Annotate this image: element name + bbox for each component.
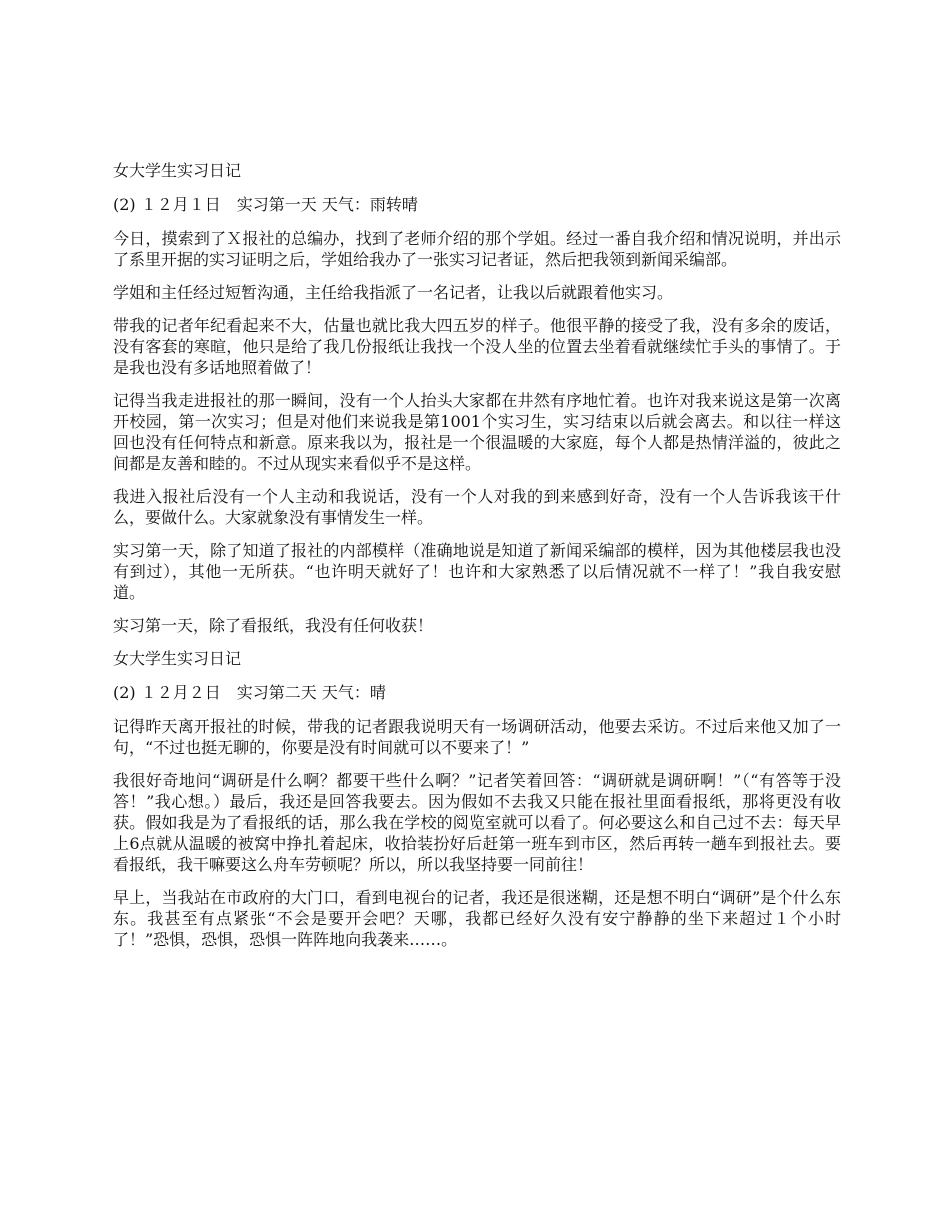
paragraph: 实习第一天，除了知道了报社的内部模样（准确地说是知道了新闻采编部的模样，因为其他楼层我也没有到过），其他一无所获。“也许明天就好了！也许和大家熟悉了以后情况就不一样了！”我自我安慰道。	[113, 541, 841, 602]
paragraph: 学姐和主任经过短暂沟通，主任给我指派了一名记者，让我以后就跟着他实习。	[113, 283, 674, 302]
paragraph: 今日，摸索到了Ｘ报社的总编办，找到了老师介绍的那个学姐。经过一番自我介绍和情况说明，并出示了系里开据的实习证明之后，学姐给我办了一张实习记者证，然后把我领到新闻采编部。	[113, 229, 841, 269]
paragraph: 带我的记者年纪看起来不大，估量也就比我大四五岁的样子。他很平静的接受了我，没有多余的废话，没有客套的寒暄，他只是给了我几份报纸让我找一个没人坐的位置去坐着看就继续忙手头的事情了。于是我也没有多话地照着做了！	[113, 316, 841, 377]
diary-title: 女大学生实习日记	[113, 161, 242, 180]
paragraph: 早上，当我站在市政府的大门口，看到电视台的记者，我还是很迷糊，还是想不明白“调研”是个什么东东。我甚至有点紧张“不会是要开会吧？天哪，我都已经好久没有安宁静静的坐下来超过１个小时了！”恐惧，恐惧，恐惧一阵阵地向我袭来……。	[113, 888, 841, 949]
document-body	[113, 160, 841, 962]
diary-title: 女大学生实习日记	[113, 649, 242, 668]
paragraph: 我进入报社后没有一个人主动和我说话，没有一个人对我的到来感到好奇，没有一个人告诉我该干什么，要做什么。大家就象没有事情发生一样。	[113, 487, 841, 527]
paragraph: 记得当我走进报社的那一瞬间，没有一个人抬头大家都在井然有序地忙着。也许对我来说这是第一次离开校园，第一次实习；但是对他们来说我是第1001个实习生，实习结束以后就会离去。和以往一样这回也没有任何特点和新意。原来我以为，报社是一个很温暖的大家庭，每个人都是热情洋溢的，彼此之间都是友善和睦的。不过从现实来看似乎不是这样。	[113, 391, 841, 473]
paragraph: 实习第一天，除了看报纸，我没有任何收获！	[113, 616, 434, 635]
paragraph: 我很好奇地问“调研是什么啊？都要干些什么啊？”记者笑着回答：“调研就是调研啊！”（“有答等于没答！”我心想。）最后，我还是回答我要去。因为假如不去我又只能在报社里面看报纸，那将更没有收获。假如我是为了看报纸的话，那么我在学校的阅览室就可以看了。何必要这么和自己过不去：每天早上6点就从温暖的被窝中挣扎着起床，收拾装扮好后赶第一班车到市区，然后再转一趟车到报社去。要看报纸，我干嘛要这么舟车劳顿呢？所以，所以我坚持要一同前往！	[113, 771, 841, 874]
diary-date-line: (2) １２月２日 实习第二天 天气：晴	[113, 683, 386, 702]
paragraph: 记得昨天离开报社的时候，带我的记者跟我说明天有一场调研活动，他要去采访。不过后来他又加了一句，“不过也挺无聊的，你要是没有时间就可以不要来了！”	[113, 717, 841, 757]
diary-date-line: (2) １２月１日 实习第一天 天气：雨转晴	[113, 195, 418, 214]
